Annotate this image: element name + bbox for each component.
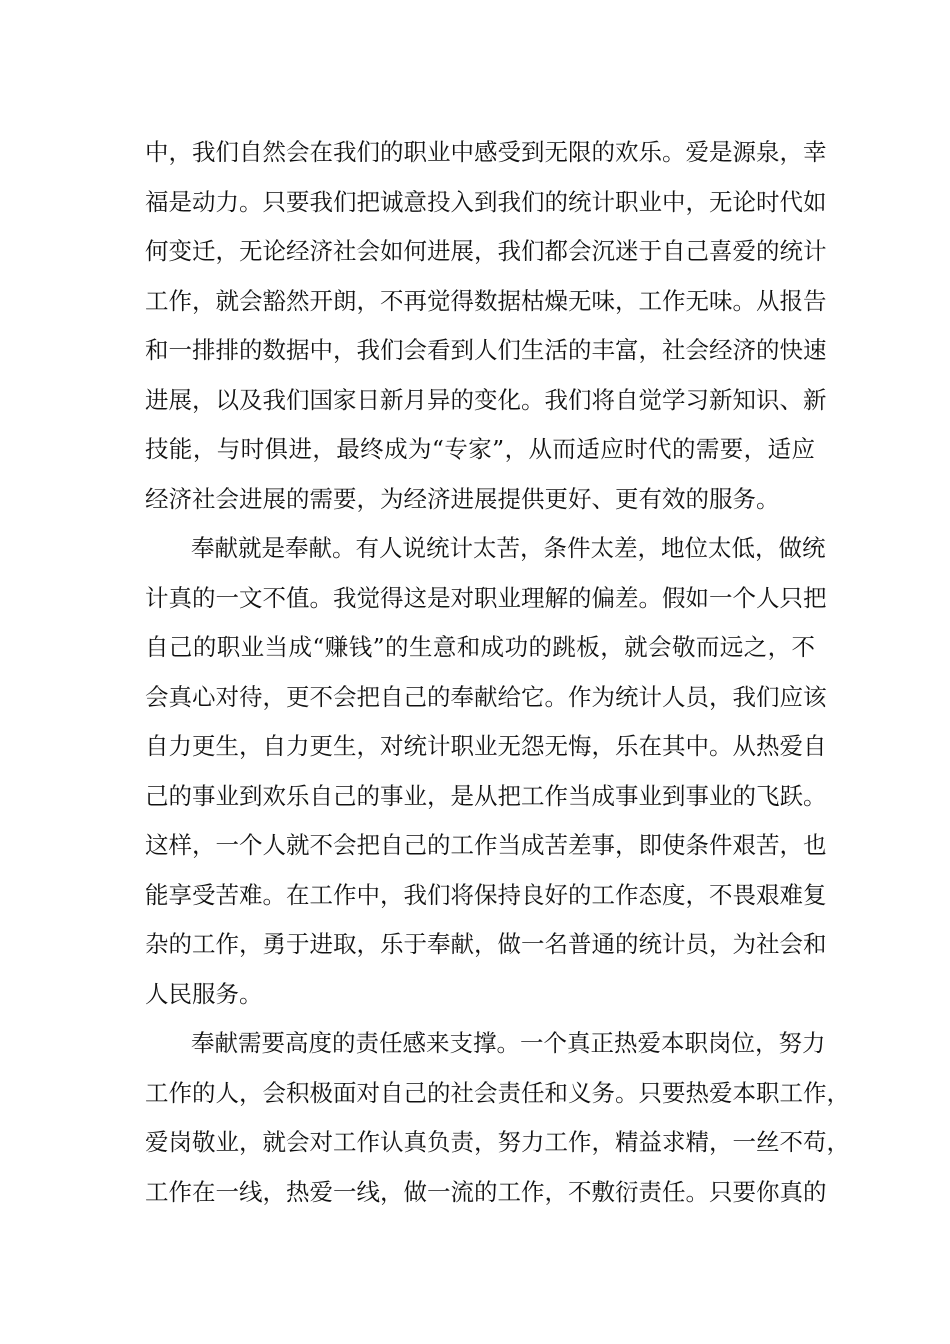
text-line: 会真心对待，更不会把自己的奉献给它。作为统计人员，我们应该 [145, 682, 827, 711]
paragraph-2 [145, 524, 827, 1019]
text-line: 工作在一线，热爱一线，做一流的工作，不敷衍责任。只要你真的 [145, 1177, 827, 1206]
text-line: 计真的一文不值。我觉得这是对职业理解的偏差。假如一个人只把 [145, 583, 827, 612]
paragraph-3 [145, 1019, 850, 1217]
text-line: 爱岗敬业，就会对工作认真负责，努力工作，精益求精，一丝不苟， [145, 1128, 850, 1156]
text-line: 中，我们自然会在我们的职业中感受到无限的欢乐。爱是源泉，幸 [145, 138, 827, 166]
text-line: 人民服务。 [145, 979, 263, 1008]
text-line: 这样，一个人就不会把自己的工作当成苦差事，即使条件艰苦，也 [145, 831, 827, 859]
text-line: 技能，与时俱进，最终成为“专家”，从而适应时代的需要，适应 [145, 435, 815, 463]
text-line: 工作，就会豁然开朗，不再觉得数据枯燥无味，工作无味。从报告 [145, 286, 827, 315]
text-line: 自力更生，自力更生，对统计职业无怨无悔，乐在其中。从热爱自 [145, 732, 827, 760]
text-line: 和一排排的数据中，我们会看到人们生活的丰富，社会经济的快速 [145, 336, 827, 364]
text-line: 经济社会进展的需要，为经济进展提供更好、更有效的服务。 [145, 484, 780, 513]
text-line: 杂的工作，勇于进取，乐于奉献，做一名普通的统计员，为社会和 [145, 930, 827, 958]
text-line: 何变迁，无论经济社会如何进展，我们都会沉迷于自己喜爱的统计 [145, 237, 827, 265]
text-line: 工作的人，会积极面对自己的社会责任和义务。只要热爱本职工作， [145, 1078, 850, 1107]
text-line: 进展，以及我们国家日新月异的变化。我们将自觉学习新知识、新 [145, 385, 827, 414]
text-line: 奉献就是奉献。有人说统计太苦，条件太差，地位太低，做统 [191, 534, 826, 562]
text-line: 己的事业到欢乐自己的事业，是从把工作当成事业到事业的飞跃。 [145, 781, 827, 810]
text-line: 自己的职业当成“赚钱”的生意和成功的跳板，就会敬而远之，不 [145, 633, 815, 661]
paragraph-1 [145, 128, 827, 524]
text-line: 能享受苦难。在工作中，我们将保持良好的工作态度，不畏艰难复 [145, 880, 827, 909]
body-text [145, 128, 850, 1217]
text-line: 福是动力。只要我们把诚意投入到我们的统计职业中，无论时代如 [145, 187, 827, 216]
text-line: 奉献需要高度的责任感来支撑。一个真正热爱本职岗位，努力 [191, 1029, 826, 1057]
